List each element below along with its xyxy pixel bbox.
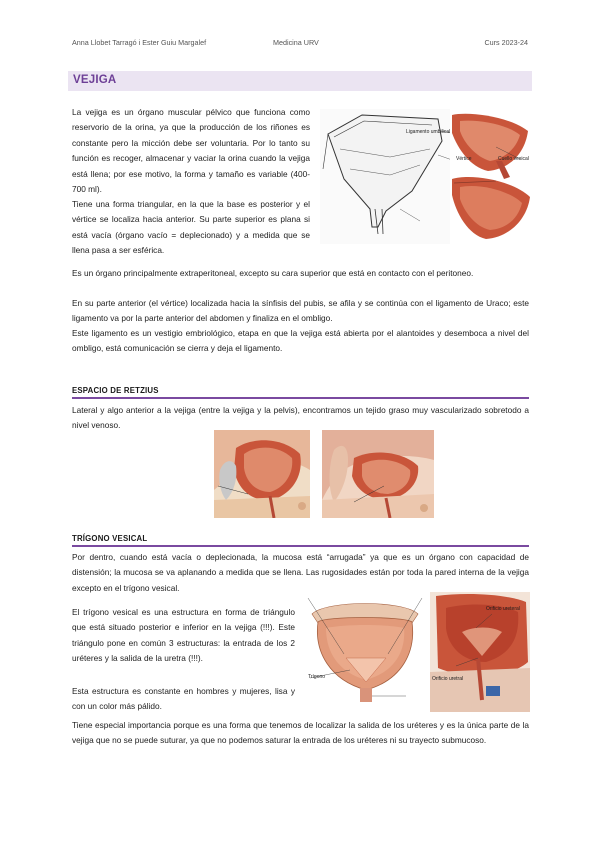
trigono-label-urethral-orifice: Orificio uretral: [432, 676, 464, 682]
header-authors: Anna Llobet Tarragó i Ester Guiu Margalef: [72, 38, 207, 47]
trigono-figure: [306, 592, 530, 712]
intro-paragraph-3: Es un órgano principalmente extraperitoneal, excepto su cara superior que está en contacto con el peritoneo.: [72, 268, 474, 278]
page-title: VEJIGA: [73, 74, 117, 86]
trigono-paragraph-3: Esta estructura es constante en hombres y mujeres, lisa y con un color más pálido.: [72, 686, 295, 712]
trigono-label-trigone: Trígono: [308, 674, 326, 680]
trigono-paragraph-4: Tiene especial importancia porque es una forma que tenemos de localizar la salida de los uréteres y es la única parte de la vejiga que no se puede suturar, ya que no podemos saturar la entrada de los uréteres ni su trayecto submucoso.: [72, 720, 529, 746]
header-course: Medicina URV: [273, 38, 319, 47]
trigono-section-rule: [72, 545, 529, 547]
retzius-section-rule: [72, 397, 529, 399]
retzius-paragraph: Lateral y algo anterior a la vejiga (entre la vejiga y la pelvis), encontramos un tejido graso muy vascularizado sobretodo a nivel venoso.: [72, 405, 529, 431]
bladder-diagram-figure: [320, 109, 532, 244]
trigono-paragraph-2: El trígono vesical es una estructura en forma de triángulo que está situado posterior e inferior en la vejiga (!!!). Este triángulo pone en común 3 estructuras: la entrada de los 2 uréteres y la salida de la uretra (!!!).: [72, 607, 295, 664]
header-year: Curs 2023-24: [484, 38, 528, 47]
title-bar: [68, 71, 532, 91]
figure1-label-ligament: Ligamento umbilical: [406, 129, 451, 135]
intro-paragraph-1: La vejiga es un órgano muscular pélvico que funciona como reservorio de la orina, ya que la producción de los riñones es constante pero la micción debe ser voluntaria. Por lo tanto su función es recoger, almacenar y vaciar la orina cuando la vejiga está llena; por ese motivo, la forma y tamaño es variable (400-700 ml).: [72, 107, 310, 195]
trigono-section-title: TRÍGONO VESICAL: [72, 534, 148, 543]
trigono-label-ureteral-orifice: Orificio ureteral: [486, 606, 520, 612]
retzius-section-title: ESPACIO DE RETZIUS: [72, 386, 159, 395]
intro-paragraph-2: Tiene una forma triangular, en la que la base es posterior y el vértice se localiza hacia anterior. Su parte superior es plana si está vacía (órgano vacío = deplecionado) y a medida que se llena pasa a ser esférica.: [72, 199, 310, 256]
intro-paragraph-5: Este ligamento es un vestigio embriológico, etapa en que la vejiga está abierta por el alantoides y desemboca a nivel del ombligo, está comunicación se cierra y deja el ligamento.: [72, 328, 529, 354]
trigono-paragraph-1: Por dentro, cuando está vacía o deplecionada, la mucosa está “arrugada” ya que es un órgano con capacidad de distensión; la mucosa se va aplanando a medida que se llena. Las rugosidades están por toda la pared interna de la vejiga excepto en el trígono vesical.: [72, 552, 529, 593]
figure1-label-vertex: Vértice: [456, 156, 472, 162]
retzius-section-images: [214, 430, 434, 518]
figure1-label-neck: Cuello vesical: [498, 156, 529, 162]
intro-paragraph-4: En su parte anterior (el vértice) localizada hacia la sínfisis del pubis, se afila y se continúa con el ligamento de Uraco; este ligamento va por la parte anterior del abdomen y finaliza en el ombligo.: [72, 298, 529, 324]
